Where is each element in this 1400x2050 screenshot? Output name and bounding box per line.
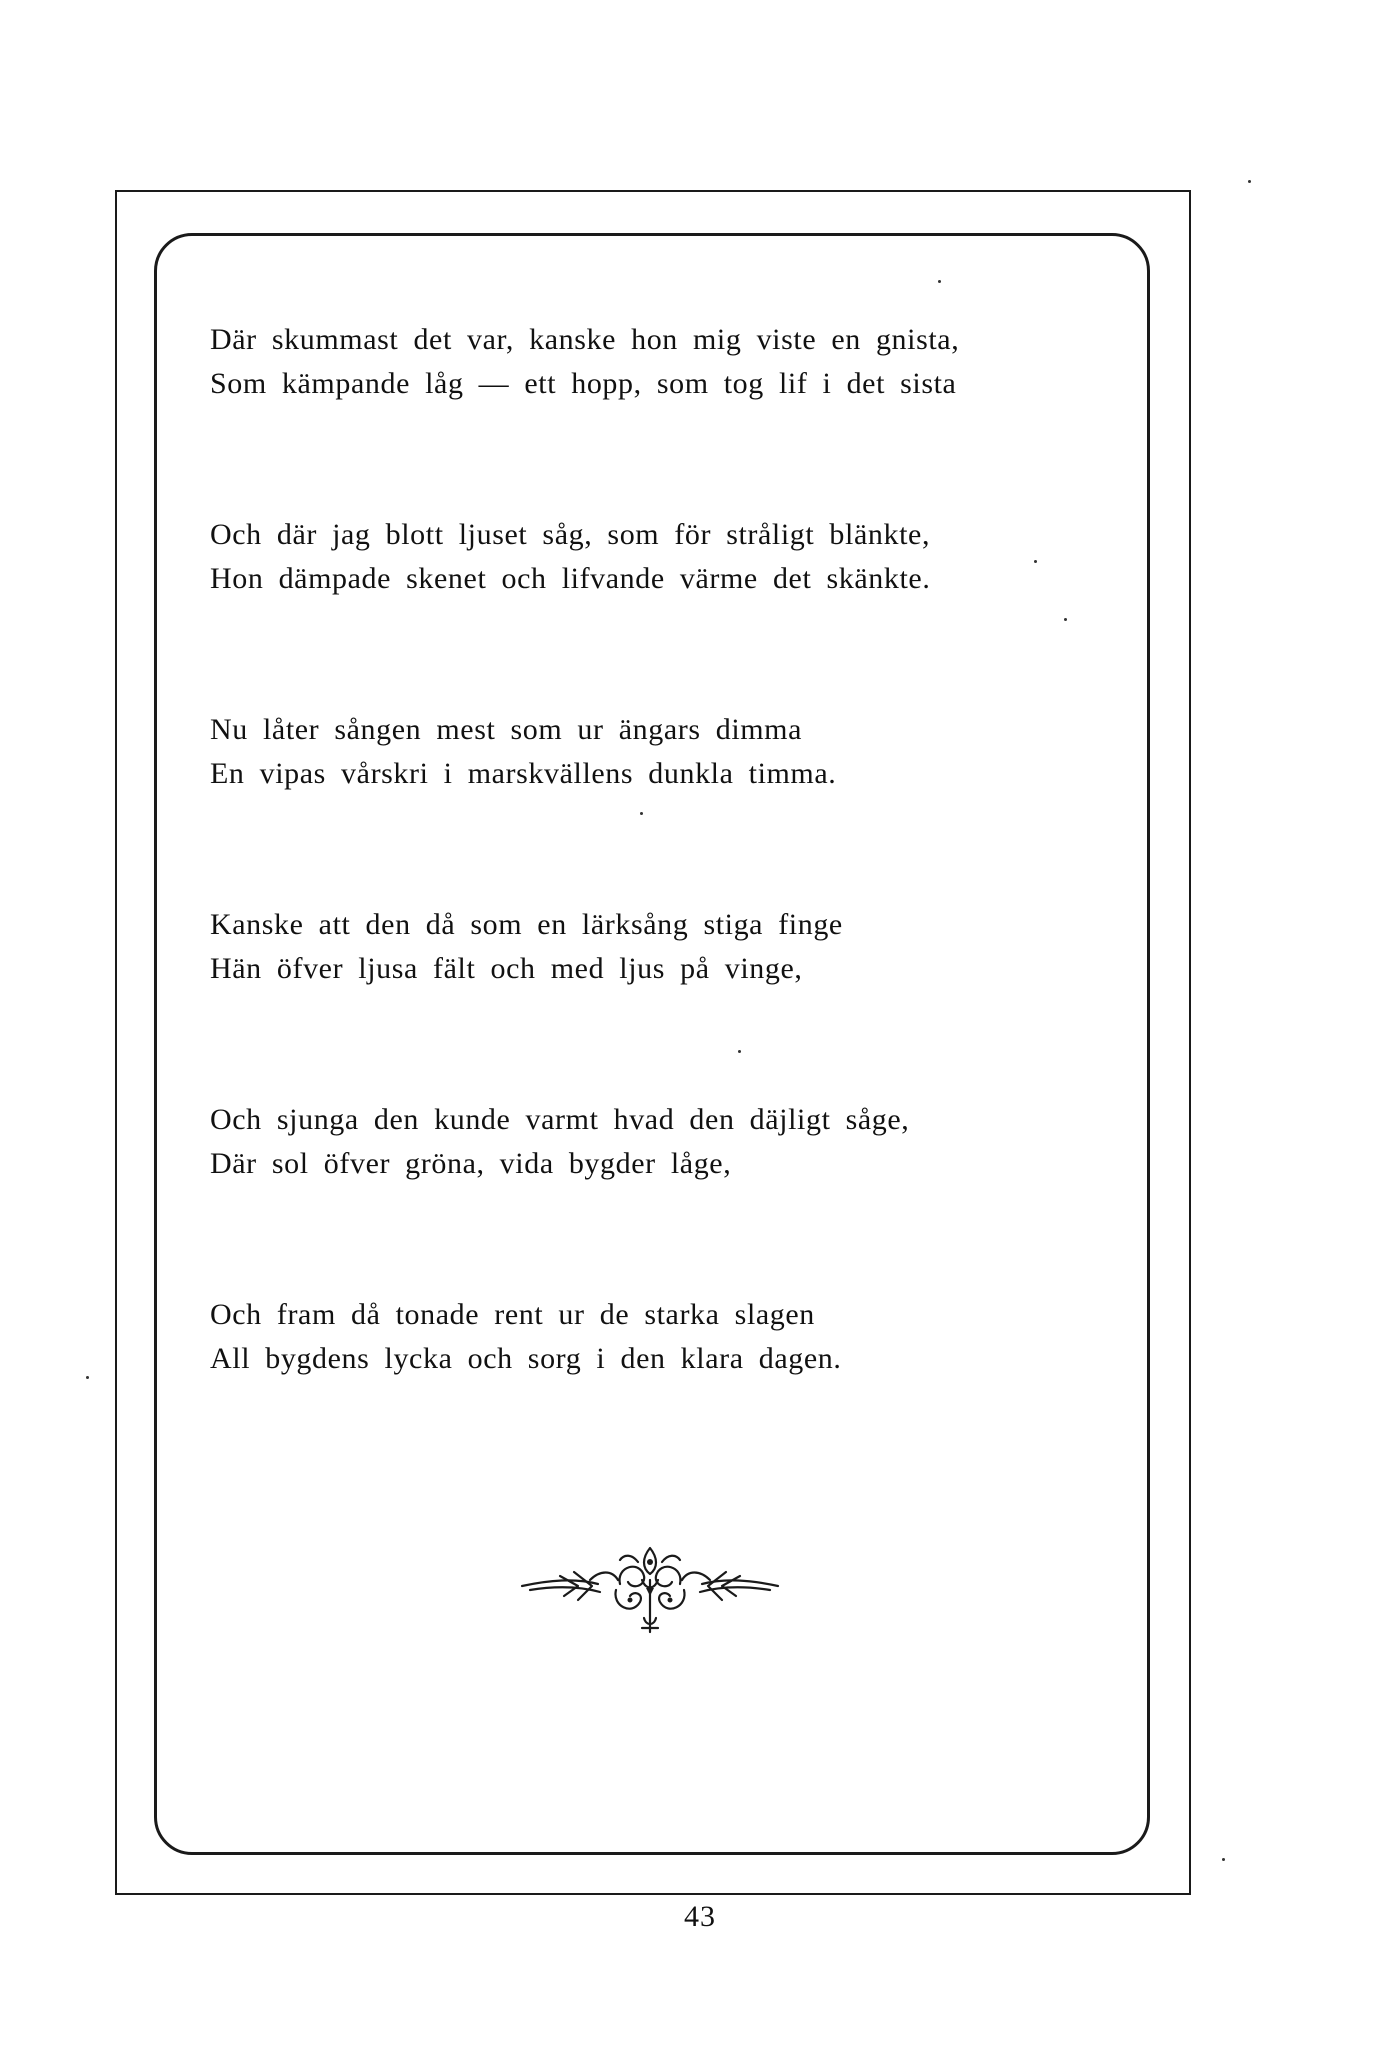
poem-line: Som kämpande låg — ett hopp, som tog lif i det sista xyxy=(210,367,957,400)
scan-speck xyxy=(738,1050,741,1053)
scan-speck xyxy=(1222,1858,1225,1861)
poem-line: Där sol öfver gröna, vida bygder låge, xyxy=(210,1147,732,1180)
poem-line: Där skummast det var, kanske hon mig viste en gnista, xyxy=(210,323,960,356)
poem-line: En vipas vårskri i marskvällens dunkla timma. xyxy=(210,757,837,790)
scan-speck xyxy=(1064,618,1067,621)
poem-line: Kanske att den då som en lärksång stiga finge xyxy=(210,908,843,941)
scan-speck xyxy=(1248,180,1251,183)
poem xyxy=(210,318,1110,1488)
stanza-5 xyxy=(210,1098,1110,1186)
scan-speck xyxy=(1034,560,1037,563)
floral-vignette-icon xyxy=(520,1540,780,1640)
poem-line: Hän öfver ljusa fält och med ljus på vinge, xyxy=(210,952,803,985)
poem-line: Hon dämpade skenet och lifvande värme det skänkte. xyxy=(210,562,931,595)
poem-line: Och fram då tonade rent ur de starka slagen xyxy=(210,1298,815,1331)
poem-line: All bygdens lycka och sorg i den klara dagen. xyxy=(210,1342,842,1375)
poem-line: Nu låter sången mest som ur ängars dimma xyxy=(210,713,803,746)
stanza-3 xyxy=(210,708,1110,796)
stanza-6 xyxy=(210,1293,1110,1381)
stanza-2 xyxy=(210,513,1110,601)
stanza-4 xyxy=(210,903,1110,991)
page-number: 43 xyxy=(684,1900,716,1933)
scan-speck xyxy=(640,812,643,815)
poem-line: Och sjunga den kunde varmt hvad den däjligt såge, xyxy=(210,1103,910,1136)
scan-speck xyxy=(86,1376,89,1379)
scan-speck xyxy=(938,280,941,283)
stanza-1 xyxy=(210,318,1110,406)
poem-line: Och där jag blott ljuset såg, som för stråligt blänkte, xyxy=(210,518,931,551)
